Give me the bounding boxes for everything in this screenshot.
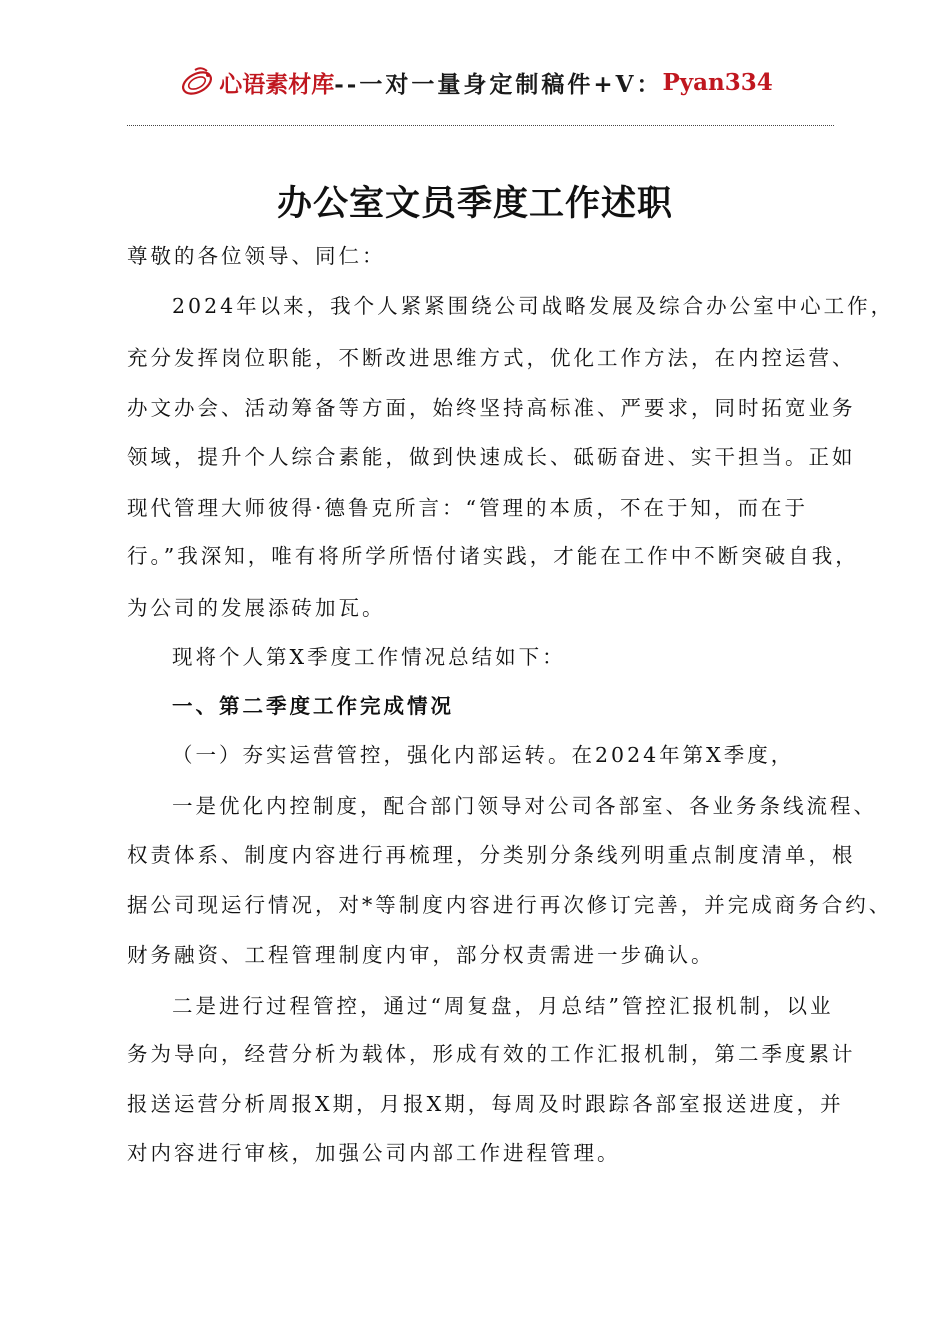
heart-logo-icon: [177, 62, 217, 102]
paragraph-line: 对内容进行审核，加强公司内部工作进程管理。: [127, 1141, 621, 1165]
paragraph-line: 据公司现运行情况，对*等制度内容进行再次修订完善，并完成商务合约、: [127, 893, 893, 917]
paragraph-line: 领域，提升个人综合素能，做到快速成长、砥砺奋进、实干担当。正如: [127, 445, 856, 469]
paragraph-line: 务为导向，经营分析为载体，形成有效的工作汇报机制，第二季度累计: [127, 1042, 856, 1066]
paragraph-line: 办文办会、活动筹备等方面，始终坚持高标准、严要求，同时拓宽业务: [127, 396, 856, 420]
paragraph-line: 2024年以来，我个人紧紧围绕公司战略发展及综合办公室中心工作，: [172, 294, 895, 318]
subsection-heading: （一）夯实运营管控，强化内部运转。在2024年第X季度，: [172, 743, 795, 767]
paragraph-line: 为公司的发展添砖加瓦。: [127, 596, 386, 620]
paragraph-line: 现将个人第X季度工作情况总结如下：: [172, 645, 566, 669]
paragraph-line: 财务融资、工程管理制度内审，部分权责需进一步确认。: [127, 943, 715, 967]
contact-id: Pyan334: [662, 68, 773, 96]
salutation: 尊敬的各位领导、同仁：: [127, 244, 386, 268]
section-heading: 一、第二季度工作完成情况: [172, 694, 454, 718]
document-title: 办公室文员季度工作述职: [276, 183, 673, 224]
page-header: [0, 58, 950, 106]
paragraph-line: 报送运营分析周报X期，月报X期，每周及时跟踪各部室报送进度，并: [127, 1092, 844, 1116]
paragraph-line: 二是进行过程管控，通过“周复盘，月总结”管控汇报机制，以业: [172, 994, 834, 1018]
paragraph-line: 权责体系、制度内容进行再梳理，分类别分条线列明重点制度清单，根: [127, 843, 856, 867]
paragraph-line: 充分发挥岗位职能，不断改进思维方式，优化工作方法，在内控运营、: [127, 346, 856, 370]
paragraph-line: 现代管理大师彼得·德鲁克所言：“管理的本质，不在于知，而在于: [127, 496, 808, 520]
paragraph-line: 行。”我深知，唯有将所学所悟付诸实践，才能在工作中不断突破自我，: [127, 544, 859, 568]
header-slogan: --一对一量身定制稿件+V：: [334, 70, 663, 98]
paragraph-line: 一是优化内控制度，配合部门领导对公司各部室、各业务条线流程、: [172, 794, 877, 818]
brand-name: 心语素材库: [219, 70, 335, 98]
header-banner: [177, 58, 773, 106]
header-divider: [127, 125, 834, 126]
